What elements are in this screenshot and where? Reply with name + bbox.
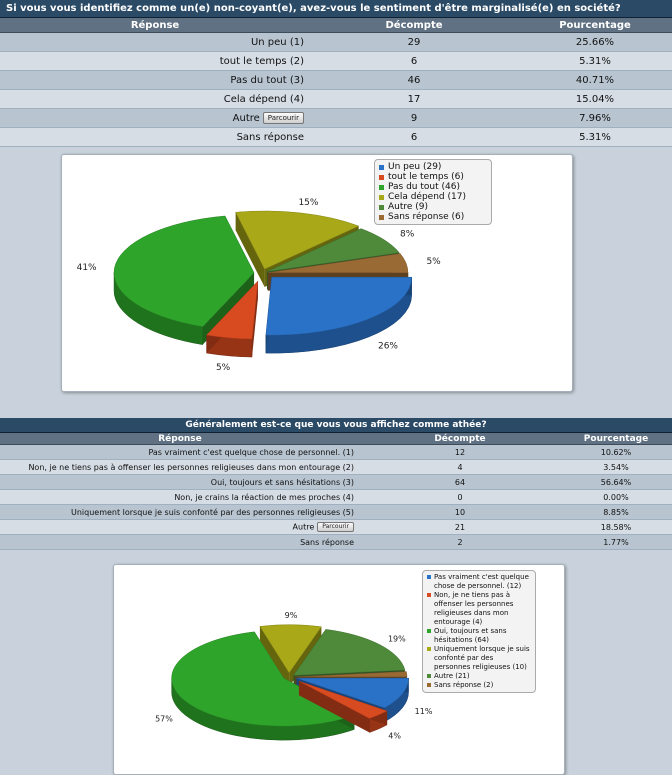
legend-swatch <box>379 165 384 170</box>
legend-label: Cela dépend (17) <box>388 192 466 202</box>
legend-item <box>379 172 487 182</box>
table-row <box>0 71 672 90</box>
percent-cell: 18.58% <box>560 520 672 535</box>
legend-item <box>427 681 531 690</box>
count-cell: 46 <box>310 71 518 90</box>
chart-legend <box>422 570 536 693</box>
legend-swatch <box>379 205 384 210</box>
percent-cell: 56.64% <box>560 475 672 490</box>
count-cell: 2 <box>360 535 560 550</box>
response-label: Sans réponse <box>0 535 360 550</box>
legend-item <box>379 162 487 172</box>
response-label: Oui, toujours et sans hésitations (3) <box>0 475 360 490</box>
legend-label: Sans réponse (6) <box>388 212 465 222</box>
legend-item <box>427 627 531 645</box>
column-header-response: Réponse <box>0 18 310 33</box>
slice-label: 11% <box>414 706 433 716</box>
count-cell: 21 <box>360 520 560 535</box>
slice-label: 9% <box>284 611 298 621</box>
count-cell: 29 <box>310 33 518 52</box>
question-title: Généralement est-ce que vous vous affichez comme athée? <box>0 418 672 433</box>
legend-swatch <box>379 195 384 200</box>
response-label: Autre <box>292 522 315 532</box>
percent-cell: 15.04% <box>518 90 672 109</box>
legend-swatch <box>427 647 431 651</box>
question-title: Si vous vous identifiez comme un(e) non-coyant(e), avez-vous le sentiment d'être marginalisé(e) en société? <box>0 0 672 18</box>
percent-cell: 40.71% <box>518 71 672 90</box>
count-cell: 6 <box>310 128 518 147</box>
count-cell: 4 <box>360 460 560 475</box>
slice-label: 5% <box>426 257 441 268</box>
legend-item <box>427 645 531 672</box>
column-header-percent: Pourcentage <box>560 433 672 445</box>
chart-legend <box>374 159 492 225</box>
legend-item <box>379 202 487 212</box>
slice-label: 57% <box>155 714 173 724</box>
response-label: Non, je crains la réaction de mes proches (4) <box>0 490 360 505</box>
count-cell: 6 <box>310 52 518 71</box>
count-cell: 64 <box>360 475 560 490</box>
percent-cell: 5.31% <box>518 52 672 71</box>
legend-swatch <box>427 593 431 597</box>
slice-label: 5% <box>215 363 231 374</box>
table-row <box>0 445 672 460</box>
pie-chart-panel <box>113 564 565 775</box>
response-label: Non, je ne tiens pas à offenser les personnes religieuses dans mon entourage (2) <box>0 460 360 475</box>
response-label: Cela dépend (4) <box>0 90 310 109</box>
legend-swatch <box>427 575 431 579</box>
percent-cell: 7.96% <box>518 109 672 128</box>
slice-label: 19% <box>387 634 406 644</box>
percent-cell: 1.77% <box>560 535 672 550</box>
legend-label: Sans réponse (2) <box>434 681 494 689</box>
browse-button[interactable]: Parcourir <box>263 112 304 124</box>
table-row <box>0 505 672 520</box>
slice-label: 15% <box>298 197 319 208</box>
pie-chart <box>62 155 572 391</box>
slice-label: 4% <box>388 731 402 741</box>
legend-label: Autre (21) <box>434 672 470 680</box>
column-header-percent: Pourcentage <box>518 18 672 33</box>
count-cell: 9 <box>310 109 518 128</box>
count-cell: 0 <box>360 490 560 505</box>
legend-swatch <box>427 683 431 687</box>
percent-cell: 0.00% <box>560 490 672 505</box>
results-table <box>0 18 672 147</box>
response-cell-other <box>0 109 310 128</box>
response-label: Sans réponse <box>0 128 310 147</box>
legend-label: Autre (9) <box>388 202 429 212</box>
legend-label: Pas du tout (46) <box>388 182 460 192</box>
legend-label: tout le temps (6) <box>388 172 464 182</box>
results-table <box>0 433 672 550</box>
legend-item <box>379 192 487 202</box>
legend-label: Non, je ne tiens pas à offenser les personnes religieuses dans mon entourage (4) <box>434 591 514 626</box>
legend-item <box>427 591 531 627</box>
legend-item <box>427 672 531 681</box>
response-label: Autre <box>232 113 260 124</box>
slice-label: 8% <box>400 229 415 240</box>
table-row <box>0 90 672 109</box>
count-cell: 17 <box>310 90 518 109</box>
count-cell: 12 <box>360 445 560 460</box>
table-row <box>0 52 672 71</box>
pie-chart-panel <box>61 154 573 392</box>
table-row <box>0 128 672 147</box>
column-header-count: Décompte <box>310 18 518 33</box>
legend-label: Pas vraiment c'est quelque chose de personnel. (12) <box>434 573 529 590</box>
response-label: Un peu (1) <box>0 33 310 52</box>
legend-swatch <box>427 674 431 678</box>
column-header-response: Réponse <box>0 433 360 445</box>
table-row <box>0 490 672 505</box>
count-cell: 10 <box>360 505 560 520</box>
legend-item <box>379 182 487 192</box>
slice-label: 41% <box>76 262 97 273</box>
legend-label: Uniquement lorsque je suis confonté par des personnes religieuses (10) <box>434 645 530 671</box>
percent-cell: 8.85% <box>560 505 672 520</box>
legend-swatch <box>379 175 384 180</box>
legend-item <box>379 212 487 222</box>
legend-item <box>427 573 531 591</box>
table-row <box>0 535 672 550</box>
browse-button[interactable]: Parcourir <box>317 522 354 532</box>
legend-swatch <box>379 185 384 190</box>
table-row <box>0 33 672 52</box>
table-row <box>0 109 672 128</box>
response-label: Uniquement lorsque je suis confonté par des personnes religieuses (5) <box>0 505 360 520</box>
legend-label: Un peu (29) <box>388 162 442 172</box>
response-cell-other <box>0 520 360 535</box>
table-row <box>0 520 672 535</box>
table-row <box>0 460 672 475</box>
legend-label: Oui, toujours et sans hésitations (64) <box>434 627 507 644</box>
percent-cell: 10.62% <box>560 445 672 460</box>
legend-swatch <box>379 215 384 220</box>
response-label: tout le temps (2) <box>0 52 310 71</box>
percent-cell: 3.54% <box>560 460 672 475</box>
percent-cell: 25.66% <box>518 33 672 52</box>
table-row <box>0 475 672 490</box>
response-label: Pas vraiment c'est quelque chose de personnel. (1) <box>0 445 360 460</box>
legend-swatch <box>427 629 431 633</box>
slice-label: 26% <box>377 341 398 352</box>
percent-cell: 5.31% <box>518 128 672 147</box>
column-header-count: Décompte <box>360 433 560 445</box>
response-label: Pas du tout (3) <box>0 71 310 90</box>
